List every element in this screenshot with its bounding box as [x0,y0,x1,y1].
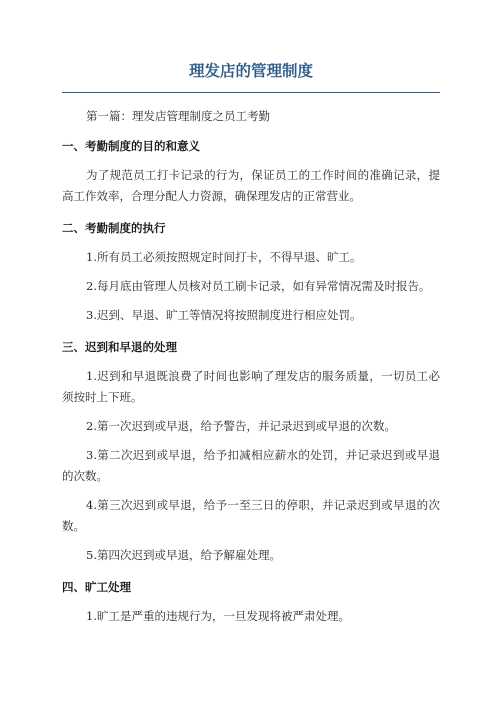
section-heading: 四、旷工处理 [62,580,131,594]
paragraph: 2.第一次迟到或早退，给予警告，并记录迟到或早退的次数。 [86,419,396,433]
section-1 [62,137,440,207]
section-2 [62,219,440,326]
paragraph: 1.旷工是严重的违规行为，一旦发现将被严肃处理。 [86,609,350,623]
paragraph: 1.迟到和早退既浪费了时间也影响了理发店的服务质量，一切员工必须按时上下班。 [62,369,440,404]
section-heading: 二、考勤制度的执行 [62,221,166,235]
section-4 [62,578,440,627]
paragraph: 1.所有员工必须按照规定时间打卡，不得早退、旷工。 [86,250,362,264]
section-3 [62,338,440,566]
section-heading: 一、考勤制度的目的和意义 [62,139,200,153]
document-subtitle: 第一篇：理发店管理制度之员工考勤 [86,109,270,123]
paragraph: 2.每月底由管理人员核对员工刷卡记录，如有异常情况需及时报告。 [86,279,431,293]
paragraph: 5.第四次迟到或早退，给予解雇处理。 [86,548,281,562]
document-title: 理发店的管理制度 [62,60,440,93]
paragraph: 3.迟到、早退、旷工等情况将按照制度进行相应处罚。 [86,308,362,322]
paragraph: 为了规范员工打卡记录的行为，保证员工的工作时间的准确记录，提高工作效率，合理分配人力资源，确保理发店的正常营业。 [62,168,440,203]
paragraph: 3.第二次迟到或早退，给予扣减相应薪水的处罚，并记录迟到或早退的次数。 [62,448,440,483]
paragraph: 4.第三次迟到或早退，给予一至三日的停职，并记录迟到或早退的次数。 [62,498,440,533]
section-heading: 三、迟到和早退的处理 [62,340,177,354]
